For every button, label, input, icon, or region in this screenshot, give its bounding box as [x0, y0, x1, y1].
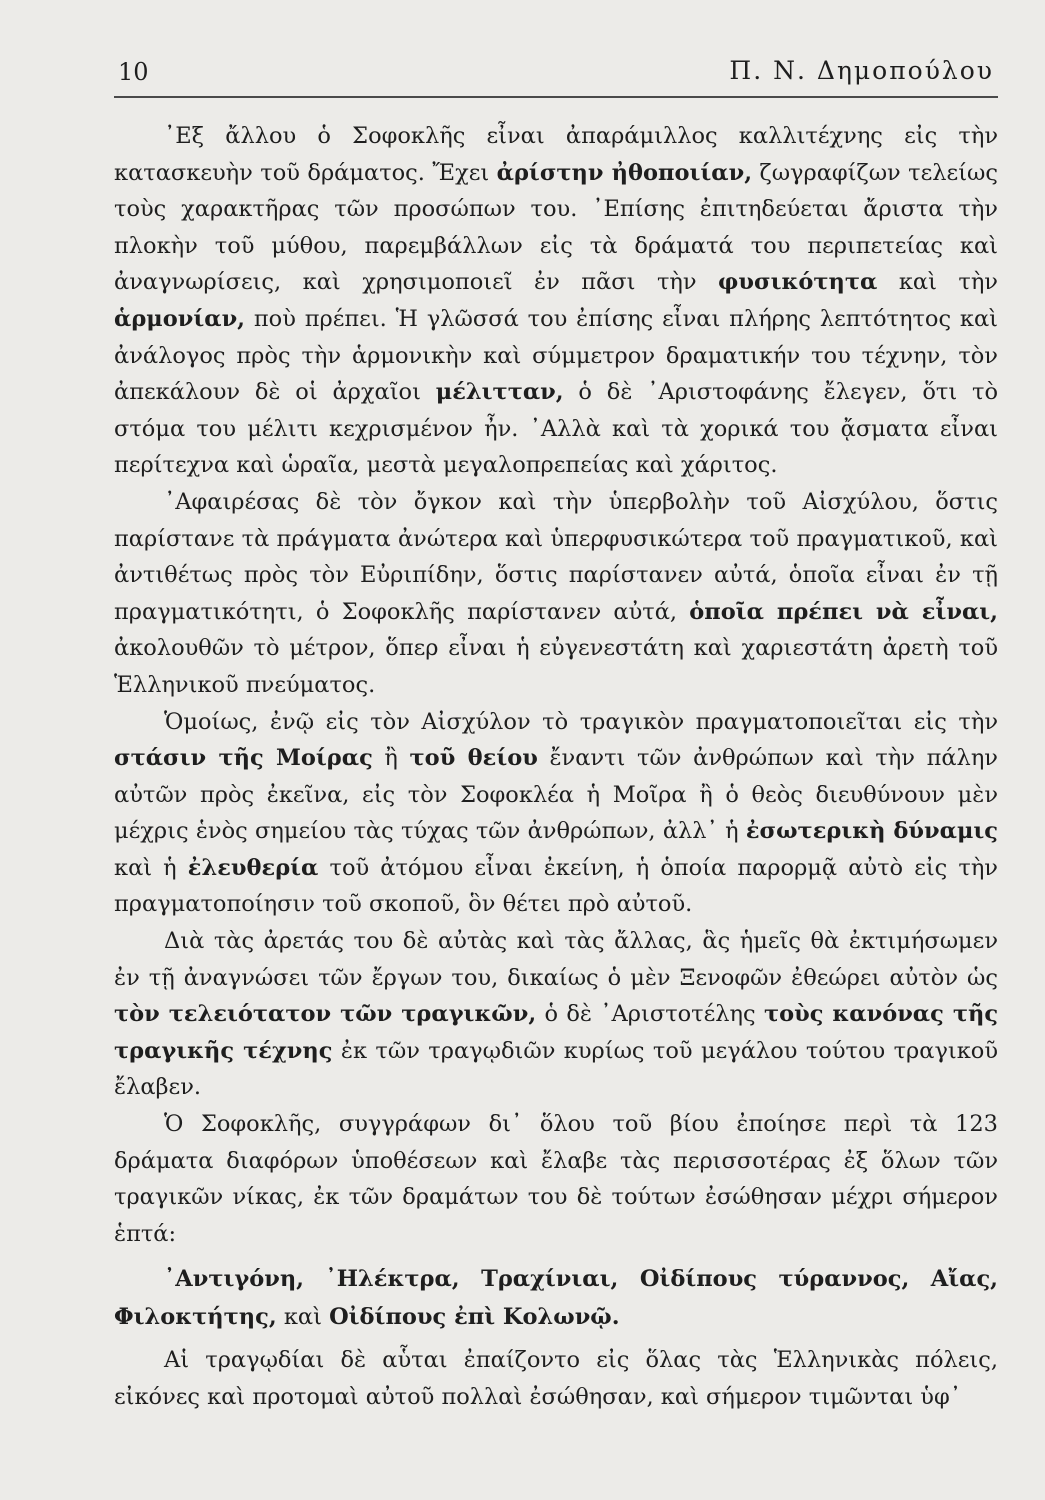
- paragraph-2: ᾿Αφαιρέσας δὲ τὸν ὄγκον καὶ τὴν ὑπερβολὴν τοῦ Αἰσχύλου, ὅστις παρίστανε τὰ πράγματα ἀνώτερα καὶ ὑπερφυσικώτερα τοῦ πραγματικοῦ, καὶ ἀντιθέτως πρὸς τὸν Εὐριπίδην, ὅστις παρίστανεν αὐτά, ὁποῖα εἶναι ἐν τῇ πραγματικότητι, ὁ Σοφοκλῆς παρίστανεν αὐτά, ὁποῖα πρέπει νὰ εἶναι, ἀκολουθῶν τὸ μέτρον, ὅπερ εἶναι ἡ εὐγενεστάτη καὶ χαριεστάτη ἀρετὴ τοῦ Ἑλληνικοῦ πνεύματος.: [114, 488, 998, 698]
- page-header: [114, 50, 994, 90]
- paragraph-last: Αἱ τραγῳδίαι δὲ αὗται ἐπαίζοντο εἰς ὅλας τὰς Ἑλληνικὰς πόλεις, εἰκόνες καὶ προτομαὶ αὐτοῦ πολλαὶ ἐσώθησαν, καὶ σήμερον τιμῶνται ὑφ᾿: [114, 1347, 998, 1410]
- paragraph-5: Ὁ Σοφοκλῆς, συγγράφων δι᾿ ὅλου τοῦ βίου ἐποίησε περὶ τὰ 123 δράματα διαφόρων ὑποθέσεων καὶ ἔλαβε τὰς περισσοτέρας ἐξ ὅλων τῶν τραγικῶν νίκας, ἐκ τῶν δραμάτων του δὲ τούτων ἐσώθησαν μέχρι σήμερον ἑπτά:: [114, 1111, 998, 1247]
- play-titles: ᾿Αντιγόνη, ᾿Ηλέκτρα, Τραχίνιαι, Οἰδίπους τύραννος, Αἴας, Φιλοκτήτης, καὶ Οἰδίπους ἐπὶ Κολωνῷ.: [114, 1266, 998, 1331]
- running-title: Π. Ν. Δημοπούλου: [729, 56, 994, 85]
- paragraph-4: Διὰ τὰς ἀρετάς του δὲ αὐτὰς καὶ τὰς ἄλλας, ἃς ἡμεῖς θὰ ἐκτιμήσωμεν ἐν τῇ ἀναγνώσει τῶν ἔργων του, δικαίως ὁ μὲν Ξενοφῶν ἐθεώρει αὐτὸν ὡς τὸν τελειότατον τῶν τραγικῶν, ὁ δὲ ᾿Αριστοτέλης τοὺς κανόνας τῆς τραγικῆς τέχνης ἐκ τῶν τραγῳδιῶν κυρίως τοῦ μεγάλου τούτου τραγικοῦ ἔλαβεν.: [114, 928, 999, 1101]
- header-rule: [114, 96, 998, 98]
- body-text: [114, 118, 998, 1416]
- paragraph-1: ᾿Εξ ἄλλου ὁ Σοφοκλῆς εἶναι ἀπαράμιλλος καλλιτέχνης εἰς τὴν κατασκευὴν τοῦ δράματος. Ἔχει ἀρίστην ἠθοποιίαν, ζωγραφίζων τελείως τοὺς χαρακτῆρας τῶν προσώπων του. ᾿Επίσης ἐπιτηδεύεται ἄριστα τὴν πλοκὴν τοῦ μύθου, παρεμβάλλων εἰς τὰ δράματά του περιπετείας καὶ ἀναγνωρίσεις, καὶ χρησιμοποιεῖ ἐν πᾶσι τὴν φυσικότητα καὶ τὴν ἁρμονίαν, ποὺ πρέπει. Ἡ γλῶσσά του ἐπίσης εἶναι πλήρης λεπτότητος καὶ ἀνάλογος πρὸς τὴν ἁρμονικὴν καὶ σύμμετρον δραματικήν του τέχνην, τὸν ἀπεκάλουν δὲ οἱ ἀρχαῖοι μέλιτταν, ὁ δὲ ᾿Αριστοφάνης ἔλεγεν, ὅτι τὸ στόμα του μέλιτι κεχρισμένον ἦν. ᾿Αλλὰ καὶ τὰ χορικά του ᾄσματα εἶναι περίτεχνα καὶ ὡραῖα, μεστὰ μεγαλοπρεπείας καὶ χάριτος.: [114, 123, 999, 479]
- paragraph-3: Ὁμοίως, ἐνῷ εἰς τὸν Αἰσχύλον τὸ τραγικὸν πραγματοποιεῖται εἰς τὴν στάσιν τῆς Μοίρας ἢ τοῦ θείου ἔναντι τῶν ἀνθρώπων καὶ τὴν πάλην αὐτῶν πρὸς ἐκεῖνα, εἰς τὸν Σοφοκλέα ἡ Μοῖρα ἢ ὁ θεὸς διευθύνουν μὲν μέχρις ἑνὸς σημείου τὰς τύχας τῶν ἀνθρώπων, ἀλλ᾿ ἡ ἐσωτερικὴ δύναμις καὶ ἡ ἐλευθερία τοῦ ἀτόμου εἶναι ἐκείνη, ἡ ὁποία παρορμᾷ αὐτὸ εἰς τὴν πραγματοποίησιν τοῦ σκοποῦ, ὃν θέτει πρὸ αὐτοῦ.: [114, 708, 999, 918]
- page-number: 10: [118, 58, 149, 86]
